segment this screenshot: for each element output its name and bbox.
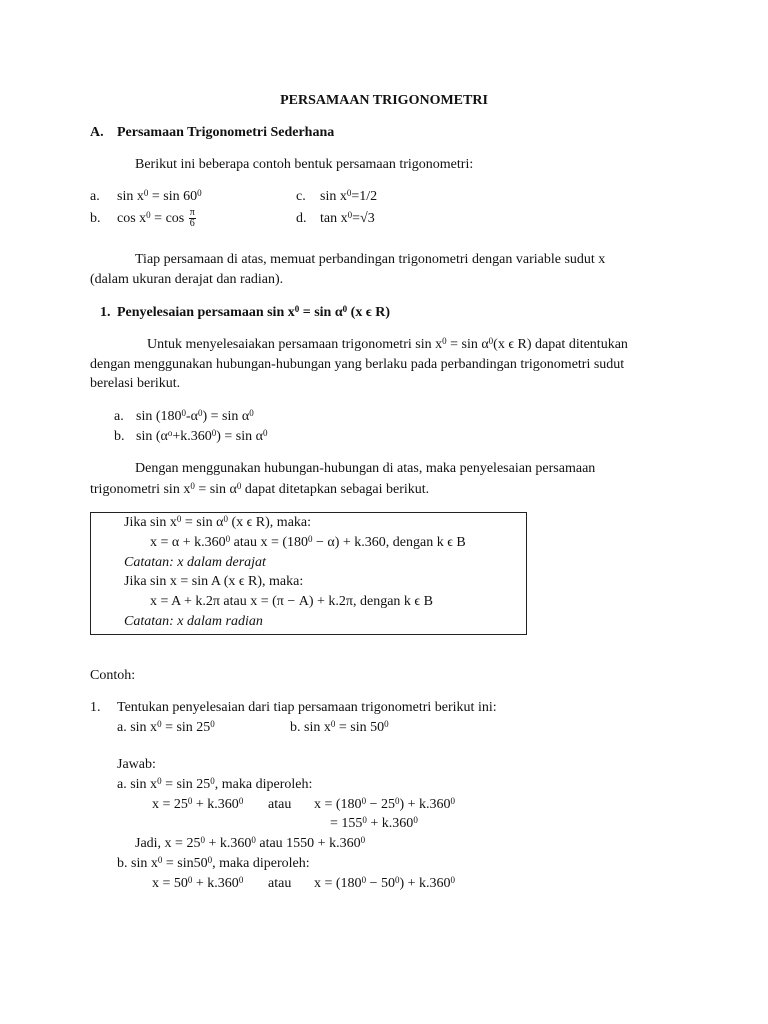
page-title: PERSAMAAN TRIGONOMETRI [280,93,488,108]
example-d-label: d. [296,211,307,226]
pi-over-6-fraction: $\frac{\pi}{6}$ [189,207,195,230]
answer-a-conclusion: Jadi, $x = 25^0 + k.360^0$ atau $1550 + k.360^0$ [135,835,366,851]
box-line-2: $x = \alpha + k.360^0$ atau $x = (180^0 - \alpha) + k.360$, dengan k ϵ B [150,534,466,550]
intro-text: Berikut ini beberapa contoh bentuk persamaan trigonometri: [135,157,474,172]
example-a-label: a. [90,189,100,204]
section-a-label: A. [90,125,104,140]
question-1-text: Tentukan penyelesaian dari tiap persamaan trigonometri berikut ini: [117,700,497,715]
example-b: $\cos x^0 = \cos$ $\frac{\pi}{6}$ [117,207,195,230]
answer-a-atau: atau [268,797,292,812]
answer-a-line-2-left: $x = 25^0 + k.360^0$ [152,796,244,812]
question-1-b: b. $\sin x^0 = \sin 50^0$ [290,719,389,735]
paragraph-2-line-2: dengan menggunakan hubungan-hubungan yang berlaku pada perbandingan trigonometri sudut [90,357,625,372]
answer-b-line-2-left: $x = 50^0 + k.360^0$ [152,875,244,891]
paragraph-3-line-1: Dengan menggunakan hubungan-hubungan di atas, maka penyelesaian persamaan [135,461,596,476]
example-b-label: b. [90,211,101,226]
answer-a-line-1: a. $\sin x^0 = \sin 25^0$, maka diperoleh: [117,776,313,792]
contoh-heading: Contoh: [90,668,136,683]
section-a-heading: Persamaan Trigonometri Sederhana [117,125,335,140]
relation-a-label: a. [114,409,124,424]
answer-a-line-3: = $155^0 + k.360^0$ [330,815,418,831]
jawab-label: Jawab: [117,757,156,772]
subsection-1-label: 1. [100,305,111,320]
box-line-4: Jika sin x = sin A (x ϵ R), maka: [124,574,304,589]
box-line-5: x = A + k.2π atau x = (π − A) + k.2π, dengan k ϵ B [150,594,433,609]
answer-a-line-2-right: $x = (180^0 - 25^0) + k.360^0$ [314,796,456,812]
relation-a: $\sin (180^0-\alpha^0) = \sin \alpha^0$ [136,408,254,424]
question-1-a: a. $\sin x^0 = \sin 25^0$ [117,719,215,735]
example-c-label: c. [296,189,306,204]
paragraph-1-line-2: (dalam ukuran derajat dan radian). [90,272,284,287]
answer-b-line-2-right: $x = (180^0 - 50^0) + k.360^0$ [314,875,456,891]
example-d: $\tan x^0=√3$ [320,210,375,226]
paragraph-3-line-2: trigonometri $\sin x^0 = \sin \alpha^0$ dapat ditetapkan sebagai berikut. [90,481,430,497]
answer-b-atau: atau [268,876,292,891]
box-note-radians: Catatan: x dalam radian [124,614,263,629]
question-1-label: 1. [90,700,101,715]
box-line-1: Jika $\sin x^0 = \sin \alpha^0$ (x ϵ R), maka: [124,514,312,530]
box-note-degrees: Catatan: x dalam derajat [124,555,266,570]
paragraph-2-line-1: Untuk menyelesaiakan persamaan trigonometri $\sin x^0 = \sin \alpha^0(x$ ϵ R) dapat ditentukan [147,336,628,352]
example-c: $\sin x^0=1/2$ [320,188,378,204]
relation-b: $\sin (\alpha^o+k.360^0) = \sin \alpha^0$ [136,428,268,444]
answer-b-line-1: b. $\sin x^0 = \sin 50^0$, maka diperoleh: [117,855,310,871]
relation-b-label: b. [114,429,125,444]
paragraph-1-line-1: Tiap persamaan di atas, memuat perbandingan trigonometri dengan variable sudut x [135,252,606,267]
paragraph-2-line-3: berelasi berikut. [90,376,181,391]
subsection-1-heading: Penyelesaian persamaan $\sin x^0 = \sin \alpha^0$ (x ϵ R) [117,304,390,320]
example-a: $\sin x^0 = \sin 60^0$ [117,188,202,204]
